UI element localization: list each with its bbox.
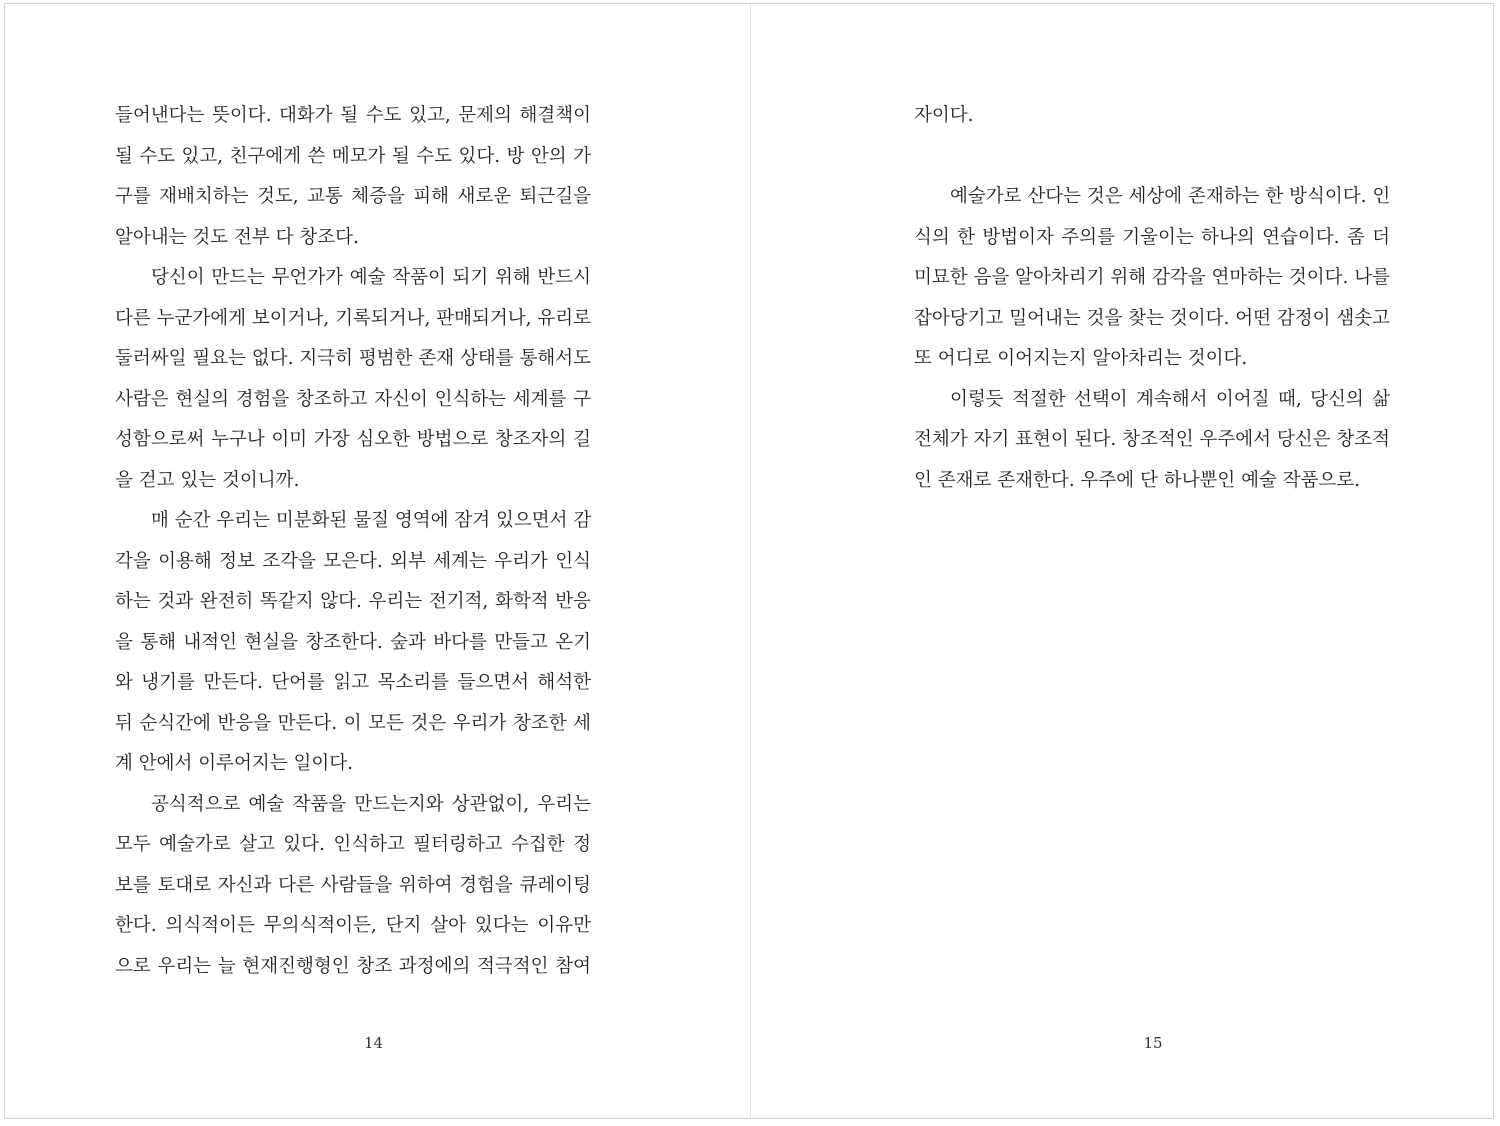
text-line: 을 통해 내적인 현실을 창조한다. 숲과 바다를 만들고 온기 — [115, 631, 591, 653]
text-line: 또 어디로 이어지는지 알아차리는 것이다. — [914, 348, 1248, 369]
page-number: 14 — [363, 1034, 384, 1052]
right-page-body — [914, 96, 1390, 501]
text-line: 이렇듯 적절한 선택이 계속해서 이어질 때, 당신의 삶 — [950, 388, 1390, 410]
text-line: 둘러싸일 필요는 없다. 지극히 평범한 존재 상태를 통해서도 — [115, 348, 591, 369]
text-line: 보를 토대로 자신과 다른 사람들을 위하여 경험을 큐레이팅 — [115, 874, 591, 896]
text-line: 다른 누군가에게 보이거나, 기록되거나, 판매되거나, 유리로 — [115, 307, 591, 329]
text-line: 뒤 순식간에 반응을 만든다. 이 모든 것은 우리가 창조한 세 — [115, 712, 591, 734]
left-page — [5, 4, 750, 1118]
text-line: 예술가로 산다는 것은 세상에 존재하는 한 방식이다. 인 — [950, 186, 1391, 207]
text-line: 모두 예술가로 살고 있다. 인식하고 필터링하고 수집한 정 — [115, 834, 591, 855]
book-spread — [4, 3, 1494, 1119]
right-page — [751, 4, 1495, 1118]
text-line: 한다. 의식적이든 무의식적이든, 단지 살아 있다는 이유만 — [115, 915, 591, 936]
text-line: 계 안에서 이루어지는 일이다. — [115, 753, 353, 774]
text-line: 각을 이용해 정보 조각을 모은다. 외부 세계는 우리가 인식 — [115, 550, 591, 572]
text-line: 와 냉기를 만든다. 단어를 읽고 목소리를 들으면서 해석한 — [115, 672, 591, 693]
text-line: 하는 것과 완전히 똑같지 않다. 우리는 전기적, 화학적 반응 — [115, 591, 591, 612]
text-line: 잡아당기고 밀어내는 것을 찾는 것이다. 어떤 감정이 샘솟고 — [914, 307, 1390, 329]
paragraph-break — [914, 137, 1390, 178]
text-line: 전체가 자기 표현이 된다. 창조적인 우주에서 당신은 창조적 — [914, 429, 1390, 450]
text-line: 당신이 만드는 무언가가 예술 작품이 되기 위해 반드시 — [151, 267, 591, 288]
page-number: 15 — [1143, 1034, 1163, 1052]
text-line: 인 존재로 존재한다. 우주에 단 하나뿐인 예술 작품으로. — [914, 469, 1361, 491]
text-line: 매 순간 우리는 미분화된 물질 영역에 잠겨 있으면서 감 — [151, 510, 592, 531]
text-line: 성함으로써 누구나 이미 가장 심오한 방법으로 창조자의 길 — [115, 429, 591, 450]
text-line: 을 걷고 있는 것이니까. — [115, 469, 300, 491]
text-line: 알아내는 것도 전부 다 창조다. — [115, 226, 359, 248]
text-line: 으로 우리는 늘 현재진행형인 창조 과정에의 적극적인 참여 — [115, 955, 591, 977]
text-line: 될 수도 있고, 친구에게 쓴 메모가 될 수도 있다. 방 안의 가 — [115, 145, 591, 167]
text-line: 식의 한 방법이자 주의를 기울이는 하나의 연습이다. 좀 더 — [914, 226, 1390, 248]
text-line: 사람은 현실의 경험을 창조하고 자신이 인식하는 세계를 구 — [115, 388, 591, 410]
text-line: 들어낸다는 뜻이다. 대화가 될 수도 있고, 문제의 해결책이 — [115, 105, 591, 126]
text-line: 자이다. — [914, 105, 974, 126]
text-line: 미묘한 음을 알아차리기 위해 감각을 연마하는 것이다. 나를 — [914, 267, 1390, 288]
left-page-body — [115, 96, 591, 987]
text-line: 공식적으로 예술 작품을 만드는지와 상관없이, 우리는 — [151, 793, 591, 815]
text-line: 구를 재배치하는 것도, 교통 체증을 피해 새로운 퇴근길을 — [115, 186, 591, 207]
